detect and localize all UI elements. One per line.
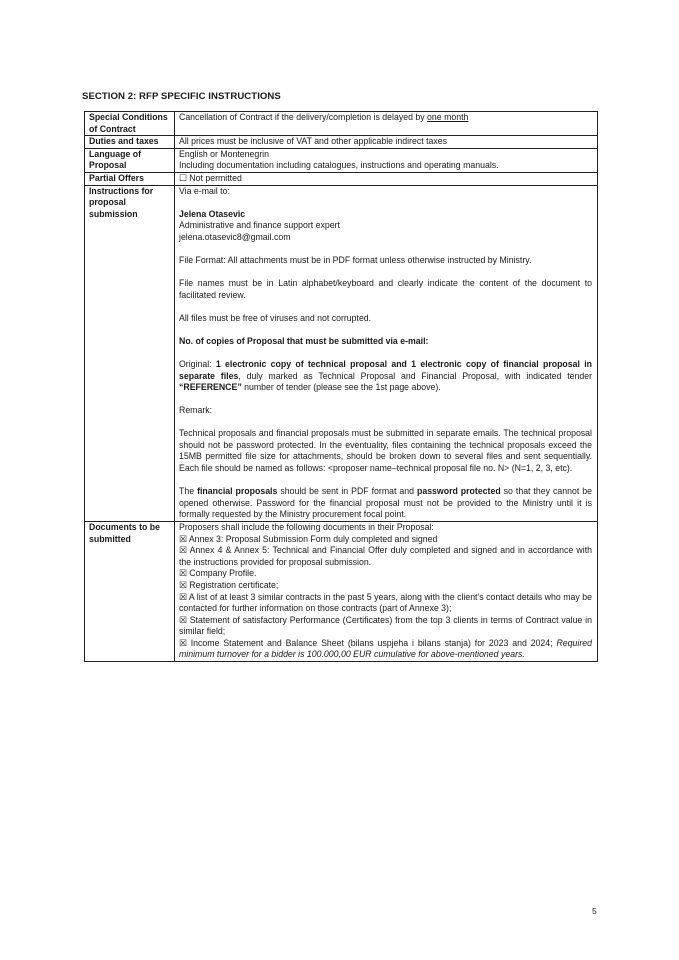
row-label: Partial Offers: [85, 172, 175, 185]
copies-heading: No. of copies of Proposal that must be submitted via e-mail:: [179, 335, 429, 346]
table-row-documents: [85, 521, 598, 661]
document-item: ☒ Registration certificate;: [179, 579, 279, 590]
checked-box-icon: ☒: [179, 545, 187, 556]
technical-proposal-paragraph: Technical proposals and financial proposals must be submitted in separate emails. The technical proposal should not be password protected. In the eventuality, files containing the technical proposals exceed the 15MB permitted file size for attachments, should be broken down to several files and sent sequentially. Each file should be named as follows: <proposer name–technical proposal file no. N> (N=1, 2, 3, etc).: [179, 428, 592, 474]
row-value: Cancellation of Contract if the delivery/completion is delayed by one month: [175, 112, 598, 136]
checked-box-icon: ☒: [179, 533, 187, 544]
contact-title: Administrative and finance support expert: [179, 220, 340, 231]
row-label: Language of Proposal: [85, 148, 175, 172]
section-title: SECTION 2: RFP SPECIFIC INSTRUCTIONS: [82, 91, 281, 102]
document-item: ☒ A list of at least 3 similar contracts in the past 5 years, along with the client’s contact details who may be contacted for further information on those contracts (part of Annexe 3);: [179, 591, 592, 614]
row-label: Special Conditions of Contract: [85, 112, 175, 136]
row-value: ☐ Not permitted: [175, 172, 598, 185]
checked-box-icon: ☒: [179, 614, 187, 625]
document-item: ☒ Statement of satisfactory Performance (Certificates) from the top 3 clients in terms of Contract value in similar field;: [179, 614, 592, 637]
financial-proposal-paragraph: The financial proposals should be sent in PDF format and password protected so that they cannot be opened otherwise. Password for the financial proposal must not be provided to the Ministry until it is formally requested by the Ministry procurement focal point.: [179, 486, 592, 520]
document-item: ☒ Company Profile.: [179, 568, 257, 579]
table-row-instructions: [85, 185, 598, 521]
table-row-duties-taxes: [85, 136, 598, 149]
contact-email: jelena.otasevic8@gmail.com: [179, 231, 291, 242]
row-label: Duties and taxes: [85, 136, 175, 149]
table-row-special-conditions: [85, 112, 598, 136]
empty-checkbox-icon: ☐: [179, 172, 187, 183]
document-item: ☒ Income Statement and Balance Sheet (bilans uspjeha i bilans stanja) for 2023 and 2024; Required minimum turnover for a bidder is 100.000,00 EUR cumulative for above-mentioned years.: [179, 637, 592, 660]
page-number: 5: [592, 906, 597, 916]
row-value: Proposers shall include the following documents in their Proposal: ☒ Annex 3: Proposal Submission Form duly completed and signed ☒ Annex 4 & Annex 5: Technical and Financial Offer duly completed and signed and in accordance with the instructions provided for proposal submission. ☒ Company Profile. ☒ Registration certificate; ☒ A list of at least 3 similar contracts in the past 5 years, along with the client’s contact details who may be contacted for further information on those contracts (part of Annexe 3); ☒ Statement of satisfactory Performance (Certificates) from the top 3 clients in terms of Contract value in similar field; ☒ Income Statement and Balance Sheet (bilans uspjeha i bilans stanja) for 2023 and 2024; Required minimum turnover for a bidder is 100.000,00 EUR cumulative for above-mentioned years.: [175, 521, 598, 661]
contact-name: Jelena Otasevic: [179, 208, 246, 219]
document-item: ☒ Annex 3: Proposal Submission Form duly completed and signed: [179, 533, 438, 544]
underlined-duration: one month: [427, 112, 469, 122]
row-label: Documents to be submitted: [85, 521, 175, 661]
row-value: Via e-mail to: Jelena Otasevic Administrative and finance support expert jelena.otasevic8@gmail.com File Format: All attachments must be in PDF format unless otherwise instructed by Ministry. File names must be in Latin alphabet/keyboard and clearly indicate the content of the document to facilitated review. All files must be free of viruses and not corrupted. No. of copies of Proposal that must be submitted via e-mail: Original: 1 electronic copy of technical proposal and 1 electronic copy of financial proposal in separate files, duly marked as Technical Proposal and Financial Proposal, with indicated tender “REFERENCE” number of tender (please see the 1st page above). Remark: Technical proposals and financial proposals must be submitted in separate emails. The technical proposal should not be password protected. In the eventuality, files containing the technical proposals exceed the 15MB permitted file size for attachments, should be broken down to several files and sent sequentially. Each file should be named as follows: <proposer name–technical proposal file no. N> (N=1, 2, 3, etc). The financial proposals should be sent in PDF format and password protected so that they cannot be opened otherwise. Password for the financial proposal must not be provided to the Ministry until it is formally requested by the Ministry procurement focal point.: [175, 185, 598, 521]
document-item: ☒ Annex 4 & Annex 5: Technical and Financial Offer duly completed and signed and in accordance with the instructions provided for proposal submission.: [179, 545, 592, 567]
rfp-instructions-table: [84, 111, 598, 662]
row-value: English or Montenegrin Including documentation including catalogues, instructions and operating manuals.: [175, 148, 598, 172]
original-copies-paragraph: Original: 1 electronic copy of technical proposal and 1 electronic copy of financial proposal in separate files, duly marked as Technical Proposal and Financial Proposal, with indicated tender “REFERENCE” number of tender (please see the 1st page above).: [179, 358, 592, 393]
checked-box-icon: ☒: [179, 568, 187, 579]
checked-box-icon: ☒: [179, 579, 187, 590]
checked-box-icon: ☒: [179, 637, 187, 648]
table-row-partial-offers: [85, 172, 598, 185]
row-value: All prices must be inclusive of VAT and other applicable indirect taxes: [175, 136, 598, 149]
row-label: Instructions for proposal submission: [85, 185, 175, 521]
checked-box-icon: ☒: [179, 591, 187, 602]
table-row-language: [85, 148, 598, 172]
